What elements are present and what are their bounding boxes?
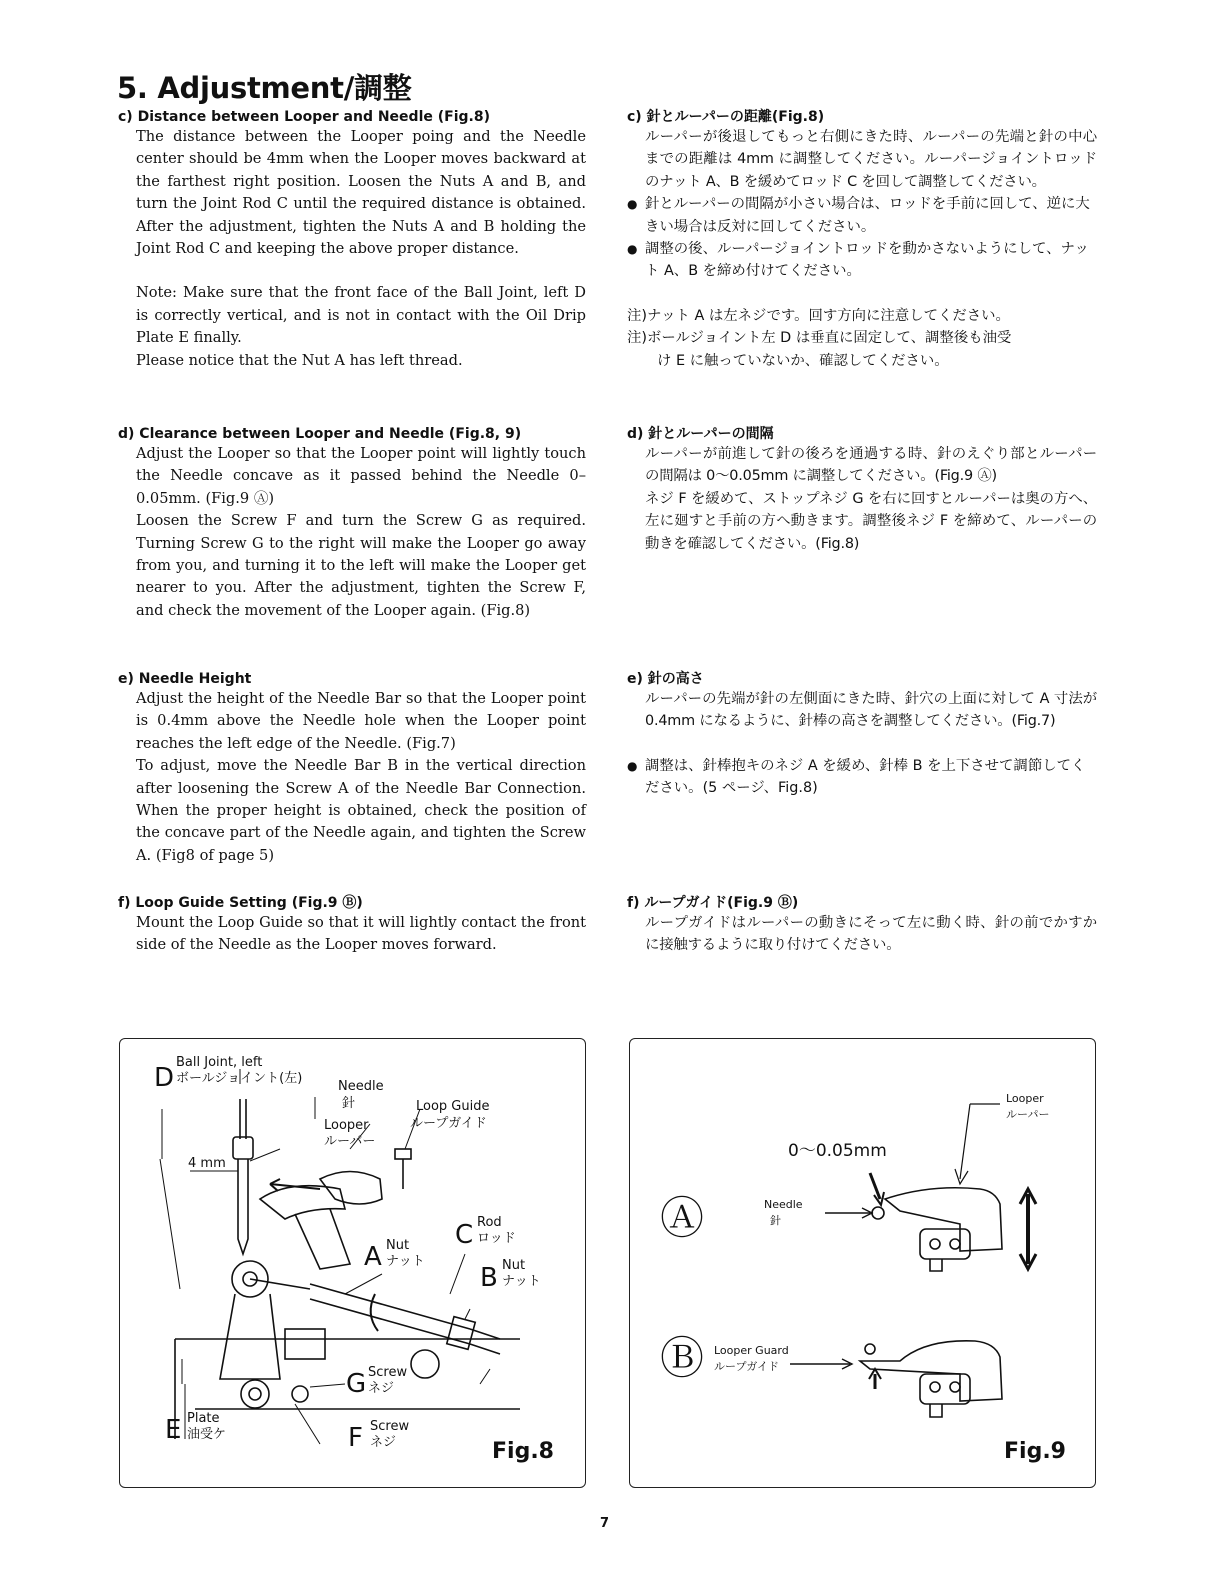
- fig8-label-f-en: Screw: [370, 1419, 410, 1434]
- section-d-en: [118, 425, 586, 622]
- section-f-ja: [627, 894, 1097, 957]
- fig8-label-a-en: Nut: [386, 1238, 410, 1253]
- section-f-body: Mount the Loop Guide so that it will lightly contact the front side of the Needle as the Looper moves forward.: [136, 914, 586, 954]
- fig8-label-f-ja: ネジ: [370, 1435, 397, 1450]
- fig8-label-needle-ja: 針: [342, 1096, 356, 1111]
- fig8-label-e-letter: E: [165, 1415, 182, 1445]
- section-e-body1: Adjust the height of the Needle Bar so that the Looper point is 0.4mm above the Needle hole when the Looper point reaches the left edge of the Needle. (Fig.7): [136, 690, 586, 752]
- section-e-ja: [627, 670, 1097, 800]
- figure-9: [629, 1038, 1096, 1488]
- section-d-body2: Loosen the Screw F and turn the Screw G as required. Turning Screw G to the right will make the Looper go away from you, and turning it to the left will make the Looper get nearer to you. After the adjustment, tighten the Screw F, and check the movement of the Looper again. (Fig.8): [136, 512, 586, 619]
- fig8-label-e-en: Plate: [187, 1411, 220, 1426]
- fig9-gap-label: 0〜0.05mm: [788, 1141, 887, 1161]
- section-d-ja: [627, 425, 1097, 555]
- fig8-label-f-letter: F: [348, 1423, 363, 1453]
- fig8-label-looper-en: Looper: [324, 1118, 369, 1133]
- page-title: 5. Adjustment/調整: [117, 71, 412, 105]
- fig9-looper-en: Looper: [1006, 1092, 1044, 1105]
- section-d-heading-ja: d) 針とルーパーの間隔: [627, 426, 774, 442]
- figure-9-caption: Fig.9: [1004, 1439, 1066, 1464]
- section-f-heading-ja: f) ループガイド(Fig.9 Ⓑ): [627, 895, 799, 911]
- section-c-heading-ja: c) 針とルーパーの距離(Fig.8): [627, 109, 825, 125]
- fig9-needle-ja: 針: [770, 1214, 781, 1227]
- section-e-body-ja: ルーパーの先端が針の左側面にきた時、針穴の上面に対して A 寸法が 0.4mm になるように、針棒の高さを調整してください。(Fig.7): [645, 691, 1097, 730]
- fig8-label-c-letter: C: [455, 1220, 474, 1250]
- section-c-note1-ja: 注)ナット A は左ネジです。回す方向に注意してください。: [627, 307, 1010, 324]
- section-d-body2-ja: ネジ F を緩めて、ストップネジ G を右に回すとルーパーは奥の方へ、左に廻すと手前の方へ動きます。調整後ネジ F を締めて、ルーパーの動きを確認してください。(Fig.8): [645, 490, 1097, 552]
- section-d-body-ja: ルーパーが前進して針の後ろを通過する時、針のえぐり部とルーパーの間隔は 0〜0.05mm に調整してください。(Fig.9 Ⓐ): [645, 446, 1097, 485]
- fig8-label-distance: 4 mm: [188, 1156, 226, 1171]
- page-number: 7: [600, 1516, 610, 1531]
- fig8-label-g-en: Screw: [368, 1365, 408, 1380]
- fig9-mark-b: Ⓑ: [660, 1333, 704, 1384]
- fig8-label-d-ja: ボールジョイント(左): [176, 1071, 303, 1086]
- fig8-label-a-ja: ナット: [386, 1254, 425, 1269]
- section-e-body2: To adjust, move the Needle Bar B in the vertical direction after loosening the Screw A of the Needle Bar Connection. When the proper height is obtained, check the position of the concave part of the Needle again, and tighten the Screw A. (Fig8 of page 5): [136, 757, 586, 864]
- fig8-label-d-letter: D: [154, 1063, 175, 1093]
- fig9-mark-a: Ⓐ: [660, 1193, 704, 1244]
- fig8-label-b-ja: ナット: [502, 1274, 541, 1289]
- section-c-body-ja: ルーパーが後退してもっと右側にきた時、ルーパーの先端と針の中心までの距離は 4mm に調整してください。ルーパージョイントロッドのナット A、B を緩めてロッド C を回して調整してください。: [645, 129, 1097, 190]
- section-c-bullet1-ja: ● 針とルーパーの間隔が小さい場合は、ロッドを手前に回して、逆に大きい場合は反対に回してください。: [627, 193, 1097, 238]
- section-e-bullet-ja: ● 調整は、針棒抱キのネジ A を緩め、針棒 B を上下させて調節してください。(5 ページ、Fig.8): [627, 755, 1097, 800]
- section-f-en: [118, 894, 586, 957]
- fig9-looper-ja: ルーパー: [1006, 1108, 1050, 1121]
- section-e-heading: e) Needle Height: [118, 671, 252, 687]
- fig8-label-d-en: Ball Joint, left: [176, 1055, 263, 1070]
- fig9-guard-en: Looper Guard: [714, 1344, 789, 1357]
- section-c-body: The distance between the Looper poing and the Needle center should be 4mm when the Looper moves backward at the farthest right position. Loosen the Nuts A and B, and turn the Joint Rod C until the required distance is obtained. After the adjustment, tighten the Nuts A and B holding the Joint Rod C and keeping the above proper distance.: [136, 128, 586, 258]
- section-e-en: [118, 670, 586, 867]
- fig8-label-b-en: Nut: [502, 1258, 526, 1273]
- fig8-label-looper-ja: ルーパー: [324, 1134, 376, 1149]
- section-c-en: [118, 108, 586, 372]
- section-c-note2-ja: 注)ボールジョイント左 D は垂直に固定して、調整後も油受: [627, 330, 1012, 347]
- section-e-heading-ja: e) 針の高さ: [627, 671, 704, 687]
- section-f-body-ja: ループガイドはルーパーの動きにそって左に動く時、針の前でかすかに接触するように取り付けてください。: [645, 915, 1097, 954]
- figure-8-caption: Fig.8: [492, 1439, 554, 1464]
- figure-8: [119, 1038, 586, 1488]
- section-d-body1: Adjust the Looper so that the Looper point will lightly touch the Needle concave as it passed behind the Needle 0–0.05mm. (Fig.9 Ⓐ): [136, 445, 586, 507]
- section-f-heading: f) Loop Guide Setting (Fig.9 Ⓑ): [118, 895, 363, 911]
- section-c-note2b-ja: け E に触っていないか、確認してください。: [657, 352, 949, 369]
- section-c-ja: [627, 108, 1097, 372]
- fig8-label-loopguide-en: Loop Guide: [416, 1099, 490, 1114]
- fig8-label-loopguide-ja: ループガイド: [410, 1116, 487, 1131]
- fig8-label-e-ja: 油受ケ: [187, 1427, 227, 1442]
- fig8-label-a-letter: A: [364, 1242, 382, 1272]
- fig8-label-g-ja: ネジ: [368, 1381, 395, 1396]
- section-d-heading: d) Clearance between Looper and Needle (Fig.8, 9): [118, 426, 522, 442]
- fig8-label-c-ja: ロッド: [477, 1231, 516, 1246]
- section-c-note: Note: Make sure that the front face of the Ball Joint, left D is correctly vertical, and is not in contact with the Oil Drip Plate E finally.: [136, 284, 586, 347]
- section-c-bullet2-ja: ● 調整の後、ルーパージョイントロッドを動かさないようにして、ナット A、B を締め付けてください。: [627, 238, 1097, 283]
- fig9-guard-ja: ループガイド: [714, 1360, 780, 1373]
- section-c-heading: c) Distance between Looper and Needle (Fig.8): [118, 109, 490, 125]
- fig8-label-b-letter: B: [480, 1263, 498, 1293]
- fig8-label-g-letter: G: [346, 1369, 367, 1399]
- fig8-label-c-en: Rod: [477, 1215, 502, 1230]
- fig9-needle-en: Needle: [764, 1198, 803, 1211]
- section-c-note2: Please notice that the Nut A has left thread.: [136, 351, 463, 369]
- fig8-label-needle-en: Needle: [338, 1079, 384, 1094]
